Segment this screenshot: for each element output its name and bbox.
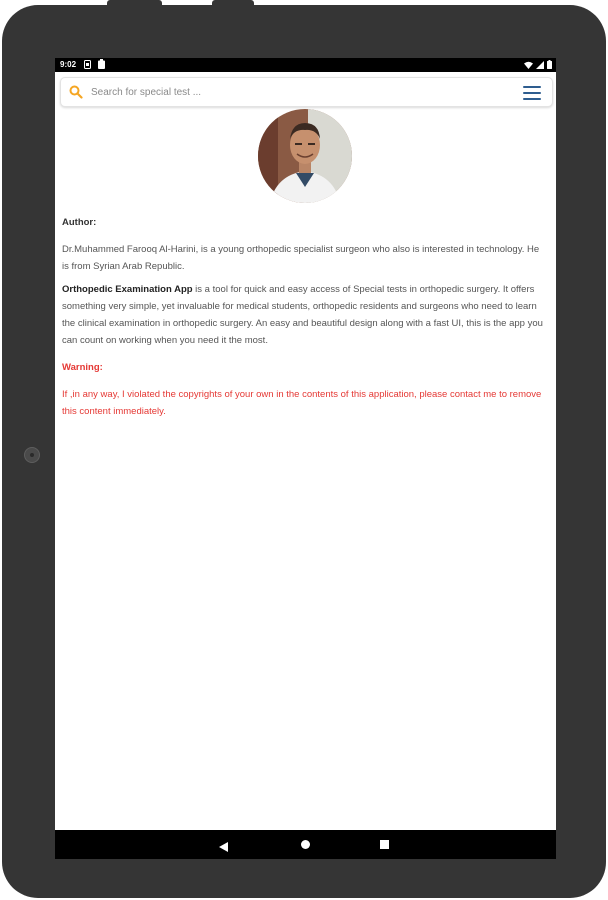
- app-description: [62, 281, 544, 349]
- screen: [55, 58, 556, 859]
- search-input[interactable]: [91, 83, 511, 101]
- sim-icon: [84, 60, 91, 71]
- status-bar: [55, 58, 556, 72]
- navigation-bar: [55, 830, 556, 859]
- recent-apps-icon[interactable]: [380, 840, 389, 849]
- power-button: [212, 0, 254, 6]
- author-description: Dr.Muhammed Farooq Al-Harini, is a young orthopedic specialist surgeon who also is interested in technology. He is from Syrian Arab Republic.: [62, 244, 540, 272]
- app-name: Orthopedic Examination App: [62, 284, 193, 295]
- author-heading: Author:: [62, 217, 97, 228]
- author-avatar: [258, 109, 352, 203]
- home-icon[interactable]: [301, 840, 310, 849]
- warning-heading: Warning:: [62, 362, 103, 373]
- battery-icon: [547, 60, 552, 71]
- back-icon[interactable]: [219, 839, 228, 857]
- tablet-frame: [2, 5, 606, 898]
- about-content: [62, 214, 544, 420]
- wifi-icon: [524, 61, 533, 71]
- search-icon[interactable]: [69, 85, 83, 99]
- status-time: 9:02: [60, 60, 77, 69]
- warning-text: If ,in any way, I violated the copyrights of your own in the contents of this application, please contact me to remove this content immediately.: [62, 389, 542, 417]
- status-icons: [524, 60, 552, 71]
- menu-icon[interactable]: [523, 86, 541, 100]
- volume-button: [107, 0, 162, 6]
- signal-icon: [536, 61, 544, 71]
- clipboard-icon: [98, 59, 105, 71]
- search-bar: [60, 77, 553, 107]
- front-camera: [24, 447, 40, 463]
- app-description-text: is a tool for quick and easy access of Special tests in orthopedic surgery. It offers something very simple, yet invaluable for medical students, orthopedic residents and surgeons who need to learn the clinical examination in orthopedic surgery. An easy and beautiful design along with a fast UI, this is the app you can count on working when you need it the most.: [62, 284, 543, 346]
